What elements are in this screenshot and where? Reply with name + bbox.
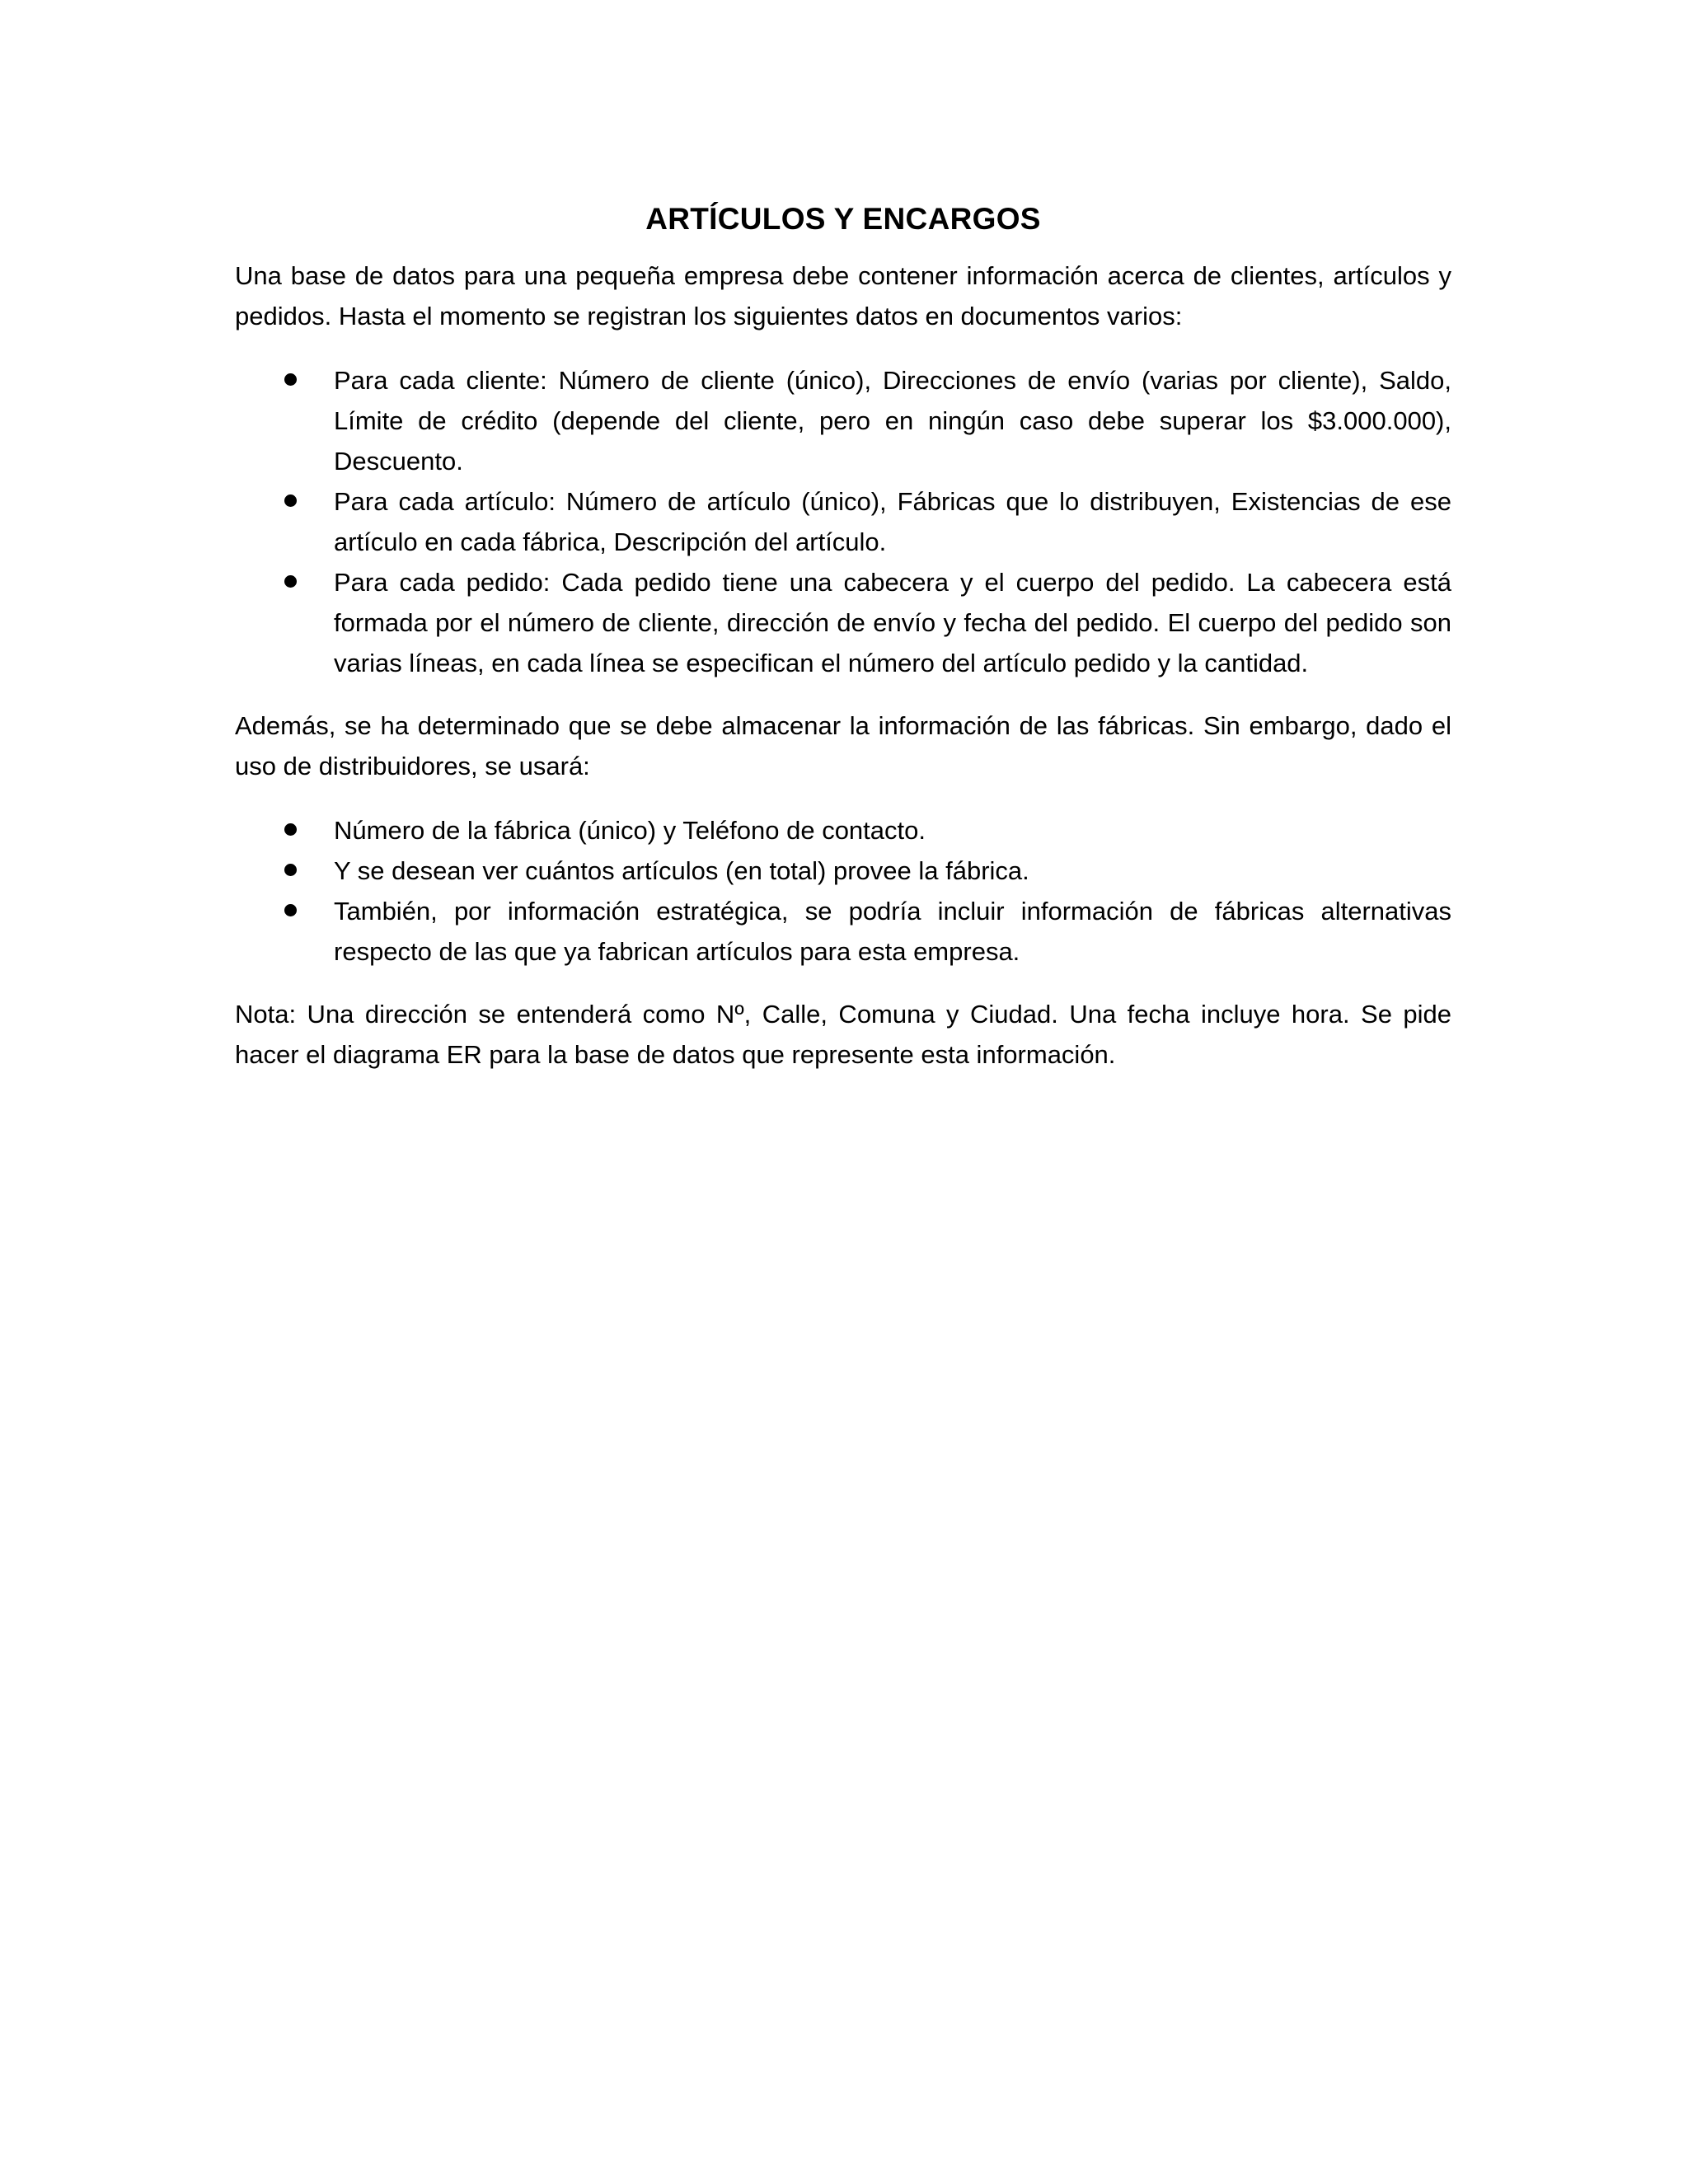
list-item-text: Para cada cliente: Número de cliente (único), Direcciones de envío (varias por cliente), Saldo, Límite de crédito (depende del cliente, pero en ningún caso debe superar los $3.000.000), Descuento. [334, 366, 1451, 476]
document-title: ARTÍCULOS Y ENCARGOS [645, 202, 1041, 236]
note-paragraph: Nota: Una dirección se entenderá como Nº, Calle, Comuna y Ciudad. Una fecha incluye hora. Se pide hacer el diagrama ER para la base de datos que represente esta información. [235, 1000, 1451, 1069]
list-item-text: Para cada pedido: Cada pedido tiene una cabecera y el cuerpo del pedido. La cabecera está formada por el número de cliente, dirección de envío y fecha del pedido. El cuerpo del pedido son varias líneas, en cada línea se especifican el número del artículo pedido y la cantidad. [334, 568, 1451, 677]
list-item [235, 891, 1451, 972]
requirements-list [235, 360, 1451, 683]
list-item [235, 360, 1451, 481]
bullet-icon [284, 494, 297, 507]
list-item [235, 562, 1451, 683]
intro-paragraph: Una base de datos para una pequeña empresa debe contener información acerca de clientes, artículos y pedidos. Hasta el momento se registran los siguientes datos en documentos varios: [235, 261, 1451, 330]
document-content [235, 194, 1451, 1075]
list-item-text: Y se desean ver cuántos artículos (en total) provee la fábrica. [334, 856, 1029, 885]
bullet-icon [284, 904, 297, 916]
bullet-icon [284, 864, 297, 876]
list-item-text: Número de la fábrica (único) y Teléfono de contacto. [334, 816, 926, 845]
middle-paragraph: Además, se ha determinado que se debe almacenar la información de las fábricas. Sin embargo, dado el uso de distribuidores, se usará: [235, 711, 1451, 780]
list-item [235, 810, 1451, 851]
list-item-text: Para cada artículo: Número de artículo (único), Fábricas que lo distribuyen, Existencias de ese artículo en cada fábrica, Descripción del artículo. [334, 487, 1451, 556]
bullet-icon [284, 575, 297, 588]
list-item-text: También, por información estratégica, se podría incluir información de fábricas alternativas respecto de las que ya fabrican artículos para esta empresa. [334, 897, 1451, 966]
list-item [235, 851, 1451, 891]
bullet-icon [284, 373, 297, 386]
factory-list [235, 810, 1451, 972]
list-item [235, 481, 1451, 562]
bullet-icon [284, 823, 297, 836]
